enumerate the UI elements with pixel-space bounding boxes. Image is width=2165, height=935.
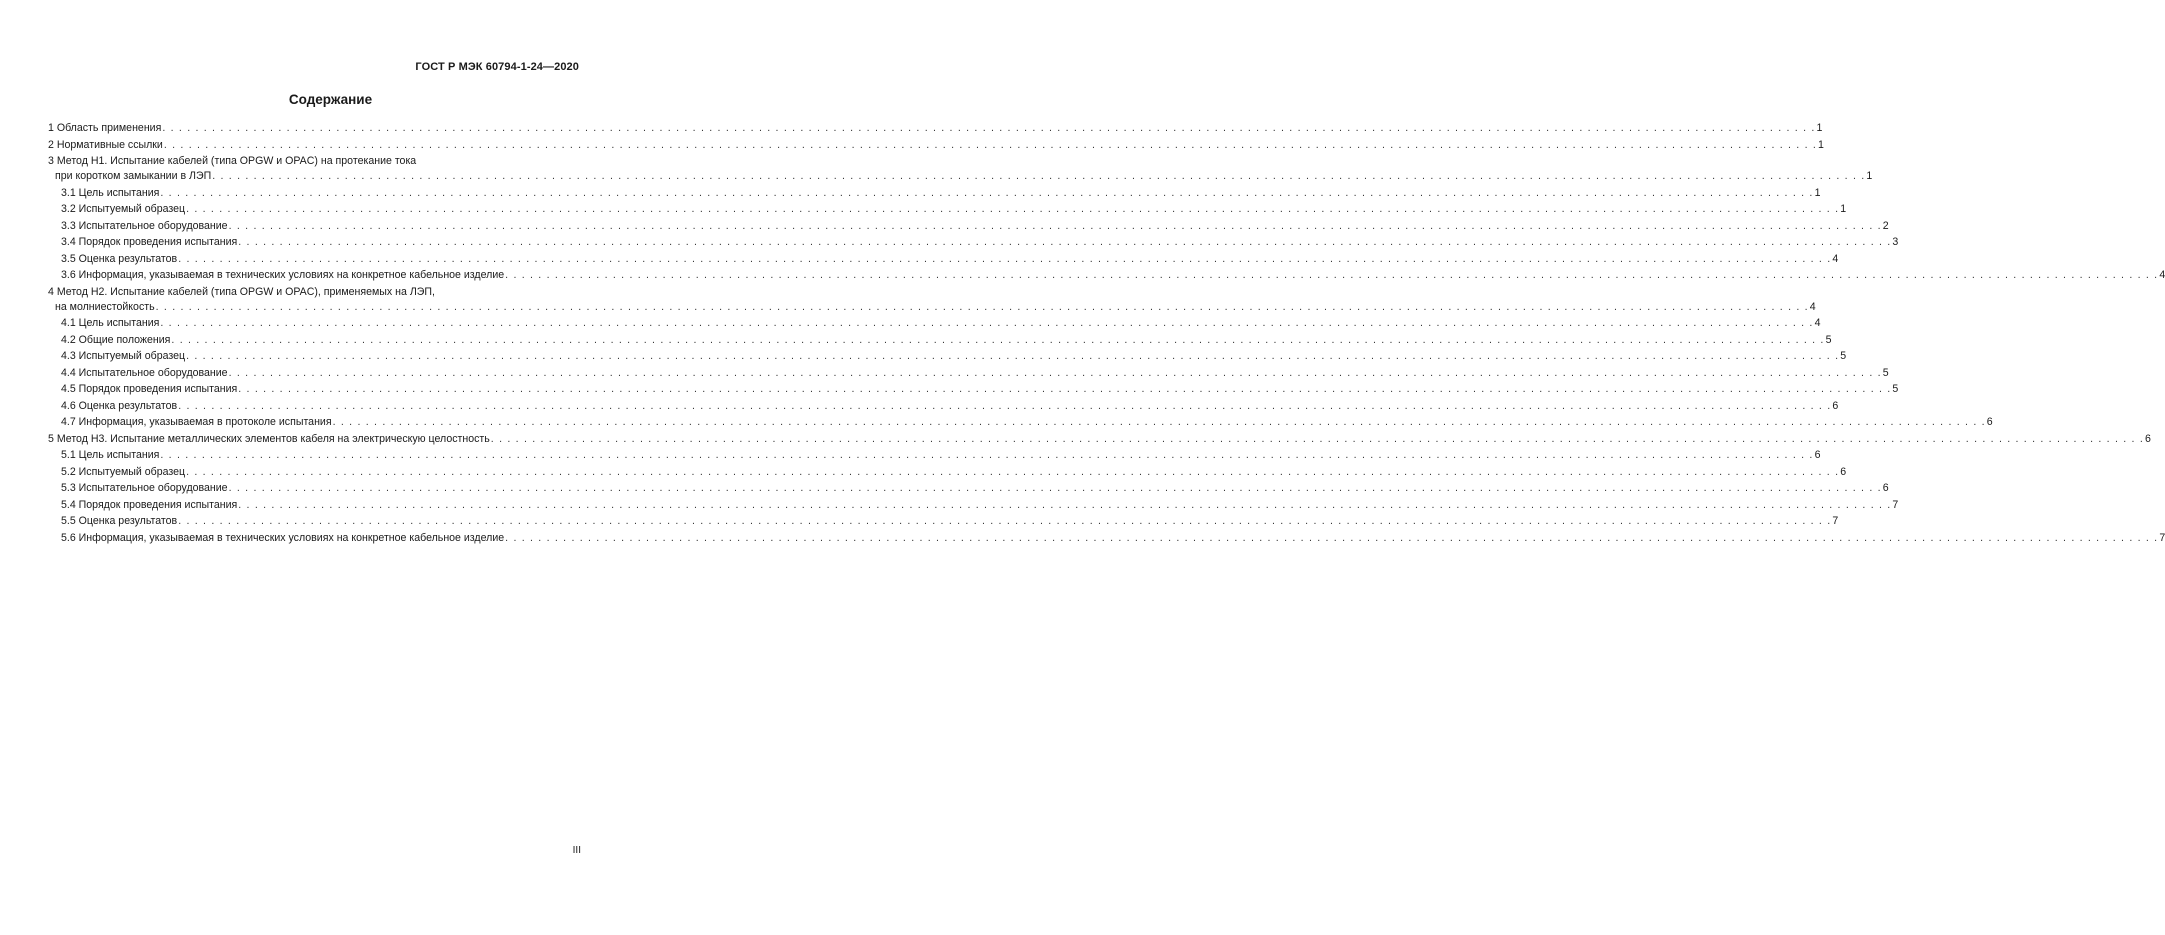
toc-entry-title: 5.1 Цель испытания — [61, 449, 160, 461]
toc-entry[interactable] — [48, 138, 1824, 153]
toc-entry[interactable] — [48, 415, 1993, 430]
toc-entry-page: 1 — [1814, 186, 1821, 199]
toc-line — [48, 138, 1824, 153]
toc-line — [61, 316, 1821, 331]
toc-line — [48, 285, 576, 300]
toc-line — [61, 531, 2165, 546]
toc-line — [48, 121, 1823, 136]
toc-line — [61, 333, 1832, 348]
toc-entry[interactable] — [48, 498, 1899, 513]
toc-entry-title: 2 Нормативные ссылки — [48, 138, 163, 151]
dot-leader: . . . . . . . . . . . . . . . . . . . . . . . . . . . . . . . . . . . . . . . . . . . . . . . . . . . . . . . . . . . . . . . . . . . . . . . . . . . . . . . . . . . . . . . . . . . . . . . . . . . . . . . . . . . . . . . . . . . . . . . . . . . . . . . . . . . . . . . . . . . . . . . . . . . . . . . . . . . . . . . . . . . . . . . . . . . . . . . . . . . . . . . . . . . . . . . . . . . . . . . . — [238, 383, 1892, 395]
toc-entry-page: 6 — [1986, 416, 1993, 428]
toc-entry-title: 3.5 Оценка результатов — [61, 252, 178, 265]
dot-leader: . . . . . . . . . . . . . . . . . . . . . . . . . . . . . . . . . . . . . . . . . . . . . . . . . . . . . . . . . . . . . . . . . . . . . . . . . . . . . . . . . . . . . . . . . . . . . . . . . . . . . . . . . . . . . . . . . . . . . . . . . . . . . . . . . . . . . . . . . . . . . . . . . . . . . . . . . . . . . . . . . . . . . . . . . . . . . . . . . . . . . . . . . . . . . . . . . . . . . . . . — [228, 482, 1882, 494]
toc-entry-title: 4 Метод H2. Испытание кабелей (типа OPGW и OPAC), применяемых на ЛЭП, — [48, 285, 435, 298]
toc-entry-title: 4.1 Цель испытания — [61, 317, 160, 329]
toc-entry-page: 7 — [2159, 531, 2165, 544]
toc-entry-title: 5 Метод H3. Испытание металлических элементов кабеля на электрическую целостность — [48, 432, 490, 445]
dot-leader: . . . . . . . . . . . . . . . . . . . . . . . . . . . . . . . . . . . . . . . . . . . . . . . . . . . . . . . . . . . . . . . . . . . . . . . . . . . . . . . . . . . . . . . . . . . . . . . . . . . . . . . . . . . . . . . . . . . . . . . . . . . . . . . . . . . . . . . . . . . . . . . . . . . . . . . . . . . . . . . . . . . . . . . . . . . . . . . . . . . . . . . . . . . . . . . . . . . . . . . . — [171, 333, 1825, 346]
toc-line — [48, 154, 576, 169]
toc-entry[interactable] — [48, 366, 1889, 381]
toc-entry-title: на молниестойкость — [55, 300, 155, 313]
toc-entry[interactable] — [48, 333, 1832, 348]
toc-line — [61, 514, 1839, 529]
toc-line — [48, 169, 1873, 184]
toc-entry-title: 5.3 Испытательное оборудование — [61, 482, 228, 494]
toc-entry-title: при коротком замыкании в ЛЭП — [55, 170, 212, 182]
toc-entry[interactable] — [48, 448, 1821, 463]
toc-entry[interactable] — [48, 285, 1816, 315]
dot-leader: . . . . . . . . . . . . . . . . . . . . . . . . . . . . . . . . . . . . . . . . . . . . . . . . . . . . . . . . . . . . . . . . . . . . . . . . . . . . . . . . . . . . . . . . . . . . . . . . . . . . . . . . . . . . . . . . . . . . . . . . . . . . . . . . . . . . . . . . . . . . . . . . . . . . . . . . . . . . . . . . . . . . . . . . . . . . . . . . . . . . . . . . . . . . . . . . . . . . . . . . — [332, 416, 1986, 428]
toc-entry-title: 3.2 Испытуемый образец — [61, 203, 186, 215]
toc-entry-title: 3.3 Испытательное оборудование — [61, 219, 228, 232]
toc-entry-page: 7 — [1832, 515, 1839, 527]
toc-entry-title: 4.3 Испытуемый образец — [61, 350, 186, 362]
toc-line — [61, 465, 1847, 480]
toc-entry-page: 6 — [1840, 465, 1847, 478]
toc-entry-title: 4.5 Порядок проведения испытания — [61, 383, 238, 395]
toc-entry-page: 4 — [1814, 317, 1821, 329]
toc-entry[interactable] — [48, 432, 2151, 447]
toc-entry-page: 4 — [1832, 252, 1839, 265]
toc-entry-title: 4.7 Информация, указываемая в протоколе испытания — [61, 416, 332, 428]
toc-entry-title: 4.4 Испытательное оборудование — [61, 366, 228, 379]
toc-entry-title: 5.4 Порядок проведения испытания — [61, 498, 238, 511]
toc-line — [48, 300, 1816, 315]
dot-leader: . . . . . . . . . . . . . . . . . . . . . . . . . . . . . . . . . . . . . . . . . . . . . . . . . . . . . . . . . . . . . . . . . . . . . . . . . . . . . . . . . . . . . . . . . . . . . . . . . . . . . . . . . . . . . . . . . . . . . . . . . . . . . . . . . . . . . . . . . . . . . . . . . . . . . . . . . . . . . . . . . . . . . . . . . . . . . . . . . . . . . . . . . . . . . . . . . . . . . . . . — [163, 138, 1818, 151]
dot-leader: . . . . . . . . . . . . . . . . . . . . . . . . . . . . . . . . . . . . . . . . . . . . . . . . . . . . . . . . . . . . . . . . . . . . . . . . . . . . . . . . . . . . . . . . . . . . . . . . . . . . . . . . . . . . . . . . . . . . . . . . . . . . . . . . . . . . . . . . . . . . . . . . . . . . . . . . . . . . . . . . . . . . . . . . . . . . . . . . . . . . . . . . . . . . . . . . . . . . . . . . — [155, 300, 1809, 313]
document-code: ГОСТ Р МЭК 60794-1-24—2020 — [415, 61, 579, 73]
dot-leader: . . . . . . . . . . . . . . . . . . . . . . . . . . . . . . . . . . . . . . . . . . . . . . . . . . . . . . . . . . . . . . . . . . . . . . . . . . . . . . . . . . . . . . . . . . . . . . . . . . . . . . . . . . . . . . . . . . . . . . . . . . . . . . . . . . . . . . . . . . . . . . . . . . . . . . . . . . . . . . . . . . . . . . . . . . . . . . . . . . . . . . . . . . . . . . . . . . . . . . . . — [160, 449, 1814, 461]
toc-entry[interactable] — [48, 219, 1889, 234]
toc-entry-title: 5.5 Оценка результатов — [61, 515, 178, 527]
toc-entry-title: 4.6 Оценка результатов — [61, 399, 178, 412]
toc-entry-title: 1 Область применения — [48, 122, 162, 134]
toc-entry[interactable] — [48, 121, 1823, 136]
toc-line — [61, 498, 1899, 513]
toc-line — [61, 186, 1821, 201]
toc-entry-title: 3.4 Порядок проведения испытания — [61, 236, 238, 248]
dot-leader: . . . . . . . . . . . . . . . . . . . . . . . . . . . . . . . . . . . . . . . . . . . . . . . . . . . . . . . . . . . . . . . . . . . . . . . . . . . . . . . . . . . . . . . . . . . . . . . . . . . . . . . . . . . . . . . . . . . . . . . . . . . . . . . . . . . . . . . . . . . . . . . . . . . . . . . . . . . . . . . . . . . . . . . . . . . . . . . . . . . . . . . . . . . . . . . . . . . . . . . . — [238, 236, 1892, 248]
toc-line — [61, 219, 1889, 234]
dot-leader: . . . . . . . . . . . . . . . . . . . . . . . . . . . . . . . . . . . . . . . . . . . . . . . . . . . . . . . . . . . . . . . . . . . . . . . . . . . . . . . . . . . . . . . . . . . . . . . . . . . . . . . . . . . . . . . . . . . . . . . . . . . . . . . . . . . . . . . . . . . . . . . . . . . . . . . . . . . . . . . . . . . . . . . . . . . . . . . . . . . . . . . . . . . . . . . . . . . . . . . . — [160, 317, 1814, 329]
toc-entry-page: 6 — [2144, 432, 2151, 445]
dot-leader: . . . . . . . . . . . . . . . . . . . . . . . . . . . . . . . . . . . . . . . . . . . . . . . . . . . . . . . . . . . . . . . . . . . . . . . . . . . . . . . . . . . . . . . . . . . . . . . . . . . . . . . . . . . . . . . . . . . . . . . . . . . . . . . . . . . . . . . . . . . . . . . . . . . . . . . . . . . . . . . . . . . . . . . . . . . . . . . . . . . . . . . . . . . . . . . . . . . . . . . . — [178, 252, 1832, 265]
dot-leader: . . . . . . . . . . . . . . . . . . . . . . . . . . . . . . . . . . . . . . . . . . . . . . . . . . . . . . . . . . . . . . . . . . . . . . . . . . . . . . . . . . . . . . . . . . . . . . . . . . . . . . . . . . . . . . . . . . . . . . . . . . . . . . . . . . . . . . . . . . . . . . . . . . . . . . . . . . . . . . . . . . . . . . . . . . . . . . . . . . . . . . . . . . . . . . . . . . . . . . . . — [178, 399, 1832, 412]
toc-entry[interactable] — [48, 235, 1899, 250]
toc-entry[interactable] — [48, 268, 2165, 283]
toc-entry-page: 5 — [1882, 366, 1889, 379]
toc-entry-page: 6 — [1882, 482, 1889, 494]
page-number: III — [572, 845, 581, 856]
toc-entry-title: 5.2 Испытуемый образец — [61, 465, 186, 478]
dot-leader: . . . . . . . . . . . . . . . . . . . . . . . . . . . . . . . . . . . . . . . . . . . . . . . . . . . . . . . . . . . . . . . . . . . . . . . . . . . . . . . . . . . . . . . . . . . . . . . . . . . . . . . . . . . . . . . . . . . . . . . . . . . . . . . . . . . . . . . . . . . . . . . . . . . . . . . . . . . . . . . . . . . . . . . . . . . . . . . . . . . . . . . . . . . . . . . . . . . . . . . . — [228, 219, 1882, 232]
toc-line — [61, 481, 1889, 496]
table-of-contents — [48, 121, 2165, 547]
toc-line — [61, 382, 1899, 397]
toc-entry[interactable] — [48, 399, 1839, 414]
toc-line — [61, 349, 1847, 364]
toc-entry-page: 6 — [1832, 399, 1839, 412]
toc-entry-page: 4 — [2159, 269, 2165, 281]
dot-leader: . . . . . . . . . . . . . . . . . . . . . . . . . . . . . . . . . . . . . . . . . . . . . . . . . . . . . . . . . . . . . . . . . . . . . . . . . . . . . . . . . . . . . . . . . . . . . . . . . . . . . . . . . . . . . . . . . . . . . . . . . . . . . . . . . . . . . . . . . . . . . . . . . . . . . . . . . . . . . . . . . . . . . . . . . . . . . . . . . . . . . . . . . . . . . . . . . . . . . . . . — [505, 531, 2159, 544]
toc-line — [61, 235, 1899, 250]
toc-line — [61, 415, 1993, 430]
dot-leader: . . . . . . . . . . . . . . . . . . . . . . . . . . . . . . . . . . . . . . . . . . . . . . . . . . . . . . . . . . . . . . . . . . . . . . . . . . . . . . . . . . . . . . . . . . . . . . . . . . . . . . . . . . . . . . . . . . . . . . . . . . . . . . . . . . . . . . . . . . . . . . . . . . . . . . . . . . . . . . . . . . . . . . . . . . . . . . . . . . . . . . . . . . . . . . . . . . . . . . . . — [178, 515, 1832, 527]
dot-leader: . . . . . . . . . . . . . . . . . . . . . . . . . . . . . . . . . . . . . . . . . . . . . . . . . . . . . . . . . . . . . . . . . . . . . . . . . . . . . . . . . . . . . . . . . . . . . . . . . . . . . . . . . . . . . . . . . . . . . . . . . . . . . . . . . . . . . . . . . . . . . . . . . . . . . . . . . . . . . . . . . . . . . . . . . . . . . . . . . . . . . . . . . . . . . . . . . . . . . . . . — [162, 122, 1816, 134]
dot-leader: . . . . . . . . . . . . . . . . . . . . . . . . . . . . . . . . . . . . . . . . . . . . . . . . . . . . . . . . . . . . . . . . . . . . . . . . . . . . . . . . . . . . . . . . . . . . . . . . . . . . . . . . . . . . . . . . . . . . . . . . . . . . . . . . . . . . . . . . . . . . . . . . . . . . . . . . . . . . . . . . . . . . . . . . . . . . . . . . . . . . . . . . . . . . . . . . . . . . . . . . — [505, 269, 2159, 281]
dot-leader: . . . . . . . . . . . . . . . . . . . . . . . . . . . . . . . . . . . . . . . . . . . . . . . . . . . . . . . . . . . . . . . . . . . . . . . . . . . . . . . . . . . . . . . . . . . . . . . . . . . . . . . . . . . . . . . . . . . . . . . . . . . . . . . . . . . . . . . . . . . . . . . . . . . . . . . . . . . . . . . . . . . . . . . . . . . . . . . . . . . . . . . . . . . . . . . . . . . . . . . . — [160, 186, 1814, 199]
toc-entry[interactable] — [48, 349, 1847, 364]
toc-entry-page: 1 — [1866, 170, 1873, 182]
dot-leader: . . . . . . . . . . . . . . . . . . . . . . . . . . . . . . . . . . . . . . . . . . . . . . . . . . . . . . . . . . . . . . . . . . . . . . . . . . . . . . . . . . . . . . . . . . . . . . . . . . . . . . . . . . . . . . . . . . . . . . . . . . . . . . . . . . . . . . . . . . . . . . . . . . . . . . . . . . . . . . . . . . . . . . . . . . . . . . . . . . . . . . . . . . . . . . . . . . . . . . . . — [212, 170, 1866, 182]
toc-entry[interactable] — [48, 202, 1847, 217]
dot-leader: . . . . . . . . . . . . . . . . . . . . . . . . . . . . . . . . . . . . . . . . . . . . . . . . . . . . . . . . . . . . . . . . . . . . . . . . . . . . . . . . . . . . . . . . . . . . . . . . . . . . . . . . . . . . . . . . . . . . . . . . . . . . . . . . . . . . . . . . . . . . . . . . . . . . . . . . . . . . . . . . . . . . . . . . . . . . . . . . . . . . . . . . . . . . . . . . . . . . . . . . — [186, 203, 1840, 215]
toc-entry[interactable] — [48, 252, 1839, 267]
toc-entry-title: 3.1 Цель испытания — [61, 186, 160, 199]
toc-entry[interactable] — [48, 382, 1899, 397]
toc-entry-page: 5 — [1892, 383, 1899, 395]
toc-line — [48, 432, 2151, 447]
toc-entry[interactable] — [48, 465, 1847, 480]
toc-entry-page: 2 — [1882, 219, 1889, 232]
toc-entry[interactable] — [48, 154, 1873, 184]
toc-entry-page: 7 — [1892, 498, 1899, 511]
toc-entry[interactable] — [48, 531, 2165, 546]
page-title: Содержание — [288, 92, 373, 107]
toc-entry[interactable] — [48, 514, 1839, 529]
toc-entry[interactable] — [48, 481, 1889, 496]
toc-line — [61, 399, 1839, 414]
dot-leader: . . . . . . . . . . . . . . . . . . . . . . . . . . . . . . . . . . . . . . . . . . . . . . . . . . . . . . . . . . . . . . . . . . . . . . . . . . . . . . . . . . . . . . . . . . . . . . . . . . . . . . . . . . . . . . . . . . . . . . . . . . . . . . . . . . . . . . . . . . . . . . . . . . . . . . . . . . . . . . . . . . . . . . . . . . . . . . . . . . . . . . . . . . . . . . . . . . . . . . . . — [238, 498, 1892, 511]
toc-line — [61, 252, 1839, 267]
toc-entry-page: 5 — [1825, 333, 1832, 346]
toc-entry-page: 6 — [1814, 449, 1821, 461]
dot-leader: . . . . . . . . . . . . . . . . . . . . . . . . . . . . . . . . . . . . . . . . . . . . . . . . . . . . . . . . . . . . . . . . . . . . . . . . . . . . . . . . . . . . . . . . . . . . . . . . . . . . . . . . . . . . . . . . . . . . . . . . . . . . . . . . . . . . . . . . . . . . . . . . . . . . . . . . . . . . . . . . . . . . . . . . . . . . . . . . . . . . . . . . . . . . . . . . . . . . . . . . — [490, 432, 2144, 445]
toc-entry[interactable] — [48, 316, 1821, 331]
toc-entry-title: 3.6 Информация, указываемая в технических условиях на конкретное кабельное изделие — [61, 269, 505, 281]
toc-entry-title: 3 Метод H1. Испытание кабелей (типа OPGW и OPAC) на протекание тока — [48, 155, 417, 167]
toc-entry-title: 5.6 Информация, указываемая в технических условиях на конкретное кабельное изделие — [61, 531, 505, 544]
toc-entry-page: 1 — [1840, 203, 1847, 215]
dot-leader: . . . . . . . . . . . . . . . . . . . . . . . . . . . . . . . . . . . . . . . . . . . . . . . . . . . . . . . . . . . . . . . . . . . . . . . . . . . . . . . . . . . . . . . . . . . . . . . . . . . . . . . . . . . . . . . . . . . . . . . . . . . . . . . . . . . . . . . . . . . . . . . . . . . . . . . . . . . . . . . . . . . . . . . . . . . . . . . . . . . . . . . . . . . . . . . . . . . . . . . . — [186, 465, 1840, 478]
toc-entry-title: 4.2 Общие положения — [61, 333, 171, 346]
toc-entry-page: 3 — [1892, 236, 1899, 248]
toc-entry[interactable] — [48, 186, 1821, 201]
toc-entry-page: 1 — [1818, 138, 1824, 151]
toc-line — [61, 448, 1821, 463]
toc-line — [61, 366, 1889, 381]
toc-line — [61, 202, 1847, 217]
dot-leader: . . . . . . . . . . . . . . . . . . . . . . . . . . . . . . . . . . . . . . . . . . . . . . . . . . . . . . . . . . . . . . . . . . . . . . . . . . . . . . . . . . . . . . . . . . . . . . . . . . . . . . . . . . . . . . . . . . . . . . . . . . . . . . . . . . . . . . . . . . . . . . . . . . . . . . . . . . . . . . . . . . . . . . . . . . . . . . . . . . . . . . . . . . . . . . . . . . . . . . . . — [186, 350, 1840, 362]
toc-entry-page: 1 — [1816, 122, 1823, 134]
dot-leader: . . . . . . . . . . . . . . . . . . . . . . . . . . . . . . . . . . . . . . . . . . . . . . . . . . . . . . . . . . . . . . . . . . . . . . . . . . . . . . . . . . . . . . . . . . . . . . . . . . . . . . . . . . . . . . . . . . . . . . . . . . . . . . . . . . . . . . . . . . . . . . . . . . . . . . . . . . . . . . . . . . . . . . . . . . . . . . . . . . . . . . . . . . . . . . . . . . . . . . . . — [228, 366, 1882, 379]
toc-entry-page: 4 — [1809, 300, 1816, 313]
toc-line — [61, 268, 2165, 283]
toc-entry-page: 5 — [1840, 350, 1847, 362]
